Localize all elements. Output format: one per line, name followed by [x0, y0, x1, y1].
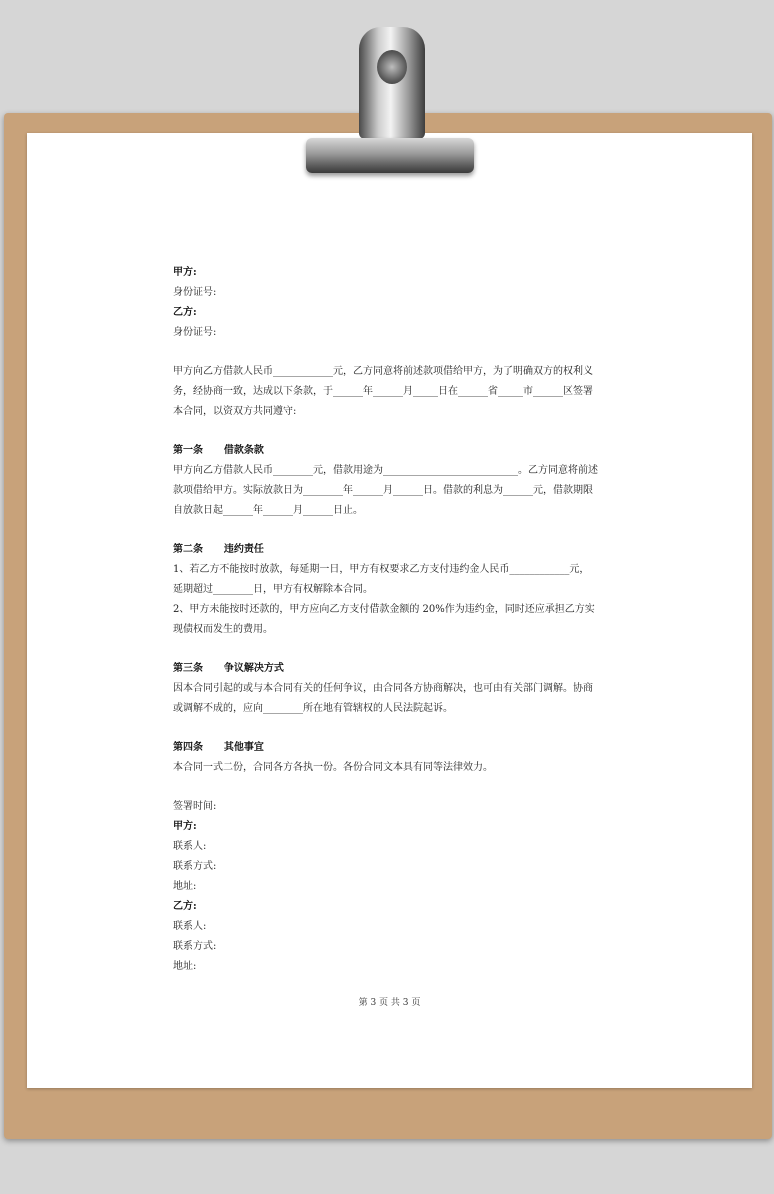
party-b-label: 乙方: [173, 307, 197, 318]
article-title: 第四条 其他事宜 [173, 742, 264, 753]
binder-clip-base [306, 138, 474, 173]
sign-time-label: 签署时间: [173, 801, 217, 812]
intro-line: 甲方向乙方借款人民币____________元，乙方同意将前述款项借给甲方，为了明确双方的权利义 [173, 366, 593, 377]
article-line: 本合同一式二份，合同各方各执一份。各份合同文本具有同等法律效力。 [173, 762, 493, 773]
article-3 [173, 659, 606, 719]
article-title: 第二条 违约责任 [173, 544, 264, 555]
article-line: 现债权而发生的费用。 [173, 624, 273, 635]
sign-b-contact-label: 联系人: [173, 921, 207, 932]
contract-body [173, 263, 606, 977]
sign-b-phone-label: 联系方式: [173, 941, 217, 952]
article-title: 第三条 争议解决方式 [173, 663, 284, 674]
intro-line: 本合同，以资双方共同遵守: [173, 406, 297, 417]
intro-line: 务，经协商一致，达成以下条款，于______年______月_____日在______省_____市______区签署 [173, 386, 593, 397]
article-line: 延期超过________日，甲方有权解除本合同。 [173, 584, 373, 595]
article-line: 1、若乙方不能按时放款，每延期一日，甲方有权要求乙方支付违约金人民币____________元， [173, 564, 590, 575]
intro-paragraph [173, 362, 606, 422]
article-line: 或调解不成的，应向________所在地有管辖权的人民法院起诉。 [173, 703, 453, 714]
binder-clip-hole [377, 50, 407, 84]
sign-a-phone-label: 联系方式: [173, 861, 217, 872]
signature-block [173, 797, 606, 977]
article-2 [173, 540, 606, 640]
article-line: 款项借给甲方。实际放款日为________年______月______日。借款的利息为______元，借款期限 [173, 485, 593, 496]
sign-b-address-label: 地址: [173, 961, 197, 972]
sign-party-a-label: 甲方: [173, 821, 197, 832]
sign-party-b-label: 乙方: [173, 901, 197, 912]
sign-a-address-label: 地址: [173, 881, 197, 892]
article-line: 2、甲方未能按时还款的，甲方应向乙方支付借款金额的 20%作为违约金，同时还应承担乙方实 [173, 604, 595, 615]
sign-a-contact-label: 联系人: [173, 841, 207, 852]
party-a-id-label: 身份证号: [173, 287, 217, 298]
article-title: 第一条 借款条款 [173, 445, 264, 456]
article-line: 甲方向乙方借款人民币________元，借款用途为___________________________。乙方同意将前述 [173, 465, 598, 476]
article-line: 自放款日起______年______月______日止。 [173, 505, 363, 516]
article-4 [173, 738, 606, 778]
article-line: 因本合同引起的或与本合同有关的任何争议，由合同各方协商解决，也可由有关部门调解。协商 [173, 683, 593, 694]
article-1 [173, 441, 606, 521]
party-b-id-label: 身份证号: [173, 327, 217, 338]
party-a-label: 甲方: [173, 267, 197, 278]
page-number: 第 3 页 共 3 页 [358, 998, 421, 1008]
